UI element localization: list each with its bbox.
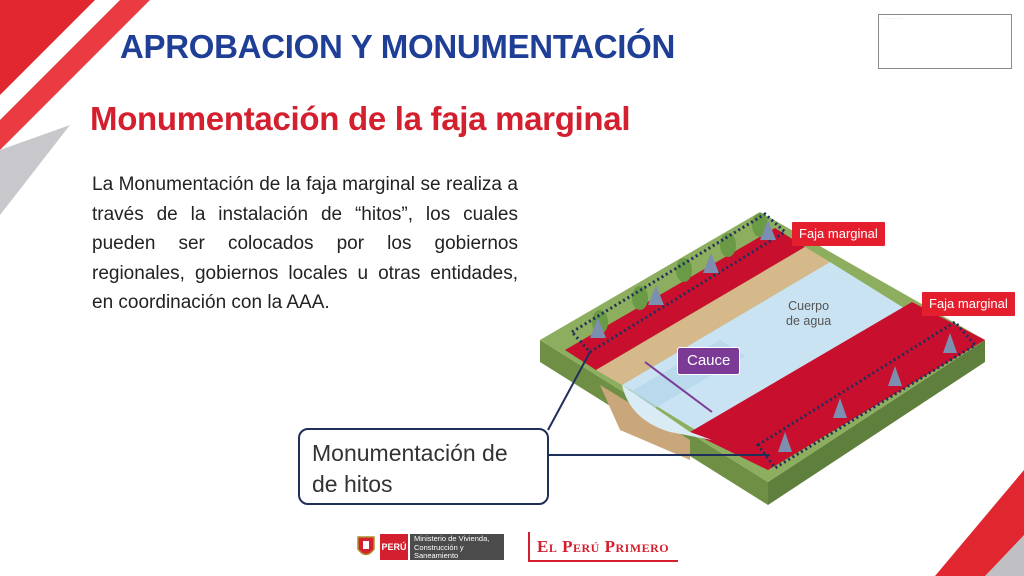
river-illustration <box>530 200 1024 510</box>
page-title: APROBACION Y MONUMENTACIÓN <box>120 28 676 65</box>
thumbnail-placeholder <box>878 14 1012 69</box>
peru-badge: PERÚ <box>380 534 408 560</box>
thumbnail-text: · · ··· ······· ····· <box>882 16 903 20</box>
el-peru-primero-logo: El Perú Primero <box>528 532 678 562</box>
faja-marginal-label-2: Faja marginal <box>922 292 1015 316</box>
faja-marginal-label-1: Faja marginal <box>792 222 885 246</box>
ministry-logo-text: Ministerio de Vivienda, Construcción y Saneamiento <box>410 534 504 560</box>
body-paragraph: La Monumentación de la faja marginal se realiza a través de la instalación de “hitos”, los cuales pueden ser colocados por los gobiernos regionales, gobiernos locales u otras entidades, en coordinación con la AAA. <box>92 174 518 313</box>
cauce-label: Cauce <box>677 347 740 375</box>
page-subtitle: Monumentación de la faja marginal <box>90 100 631 137</box>
monumentacion-callout: Monumentación de de hitos <box>298 428 549 505</box>
cuerpo-de-agua-label: Cuerpo de agua <box>786 299 832 328</box>
coat-of-arms-icon <box>354 533 378 561</box>
